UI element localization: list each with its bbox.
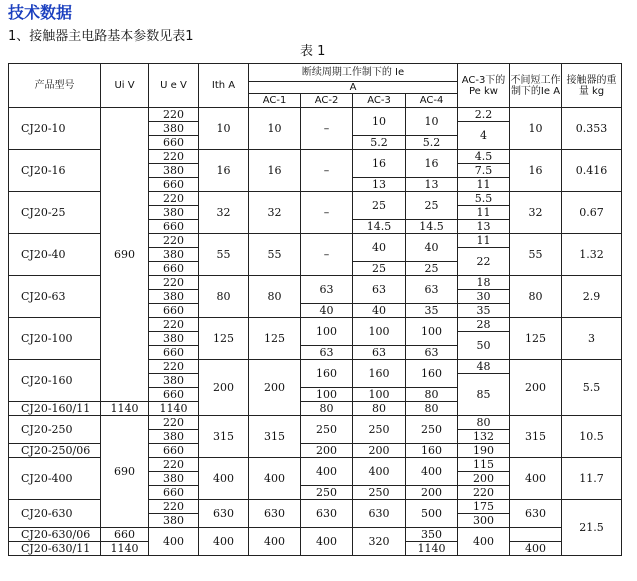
ac3-cell: 100 (353, 318, 406, 346)
model-cell: CJ20-25 (9, 192, 101, 234)
ac2-cell: 100 (301, 388, 353, 402)
pe-cell: 350 (406, 528, 458, 542)
ue-cell: 220 (149, 108, 199, 122)
header-ac1: AC-1 (249, 94, 301, 108)
ith-cell: 55 (199, 234, 249, 276)
ac3-cell: 14.5 (353, 220, 406, 234)
model-cell: CJ20-630 (9, 500, 101, 528)
parameters-table (8, 63, 622, 556)
weight-cell: 3 (562, 318, 622, 360)
ith-cell: 315 (199, 416, 249, 458)
ac4-cell: 40 (406, 234, 458, 262)
pe-cell: 5.5 (458, 192, 510, 206)
ac4-cell: 35 (406, 304, 458, 318)
pe-cell: 190 (458, 444, 510, 458)
ue-cell: 660 (149, 388, 199, 402)
ac2-cell: – (301, 192, 353, 234)
ac4-cell: 80 (406, 402, 458, 416)
ue-cell: 220 (149, 150, 199, 164)
pe-cell: 400 (510, 542, 562, 556)
ac1-cell: 200 (249, 360, 301, 416)
ac3-cell: 200 (353, 444, 406, 458)
ith-cell: 630 (199, 500, 249, 528)
ac3-cell: 250 (353, 486, 406, 500)
pe-cell: 48 (458, 360, 510, 374)
ui-cell: 690 (101, 416, 149, 528)
ac4-cell: 100 (406, 318, 458, 346)
header-ac3: AC-3 (353, 94, 406, 108)
model-cell: CJ20-250/06 (9, 444, 101, 458)
ac1-cell: 80 (249, 276, 301, 318)
ac1-cell: 400 (249, 458, 301, 500)
model-cell: CJ20-160 (9, 360, 101, 402)
ac2-cell: 200 (301, 444, 353, 458)
ac2-cell: 250 (301, 486, 353, 500)
ue-cell: 380 (149, 332, 199, 346)
weight-cell: 1.32 (562, 234, 622, 276)
ui-cell: 1140 (101, 402, 149, 416)
ue-cell: 380 (149, 472, 199, 486)
ue-cell: 380 (149, 374, 199, 388)
ui-cell: 690 (101, 108, 149, 402)
page-title: 技术数据 (8, 3, 73, 22)
model-cell: CJ20-630/06 (9, 528, 101, 542)
pe-cell: 11 (458, 178, 510, 192)
ui-cell: 1140 (101, 542, 149, 556)
ac1-cell: 32 (249, 192, 301, 234)
ac1-cell: 125 (249, 318, 301, 360)
ie-cell: 400 (458, 528, 510, 556)
ac1-cell: 16 (249, 150, 301, 192)
ith-cell: 400 (149, 528, 199, 556)
ith-cell: 200 (199, 360, 249, 416)
ue-cell: 660 (149, 220, 199, 234)
pe-cell: 35 (458, 304, 510, 318)
pe-cell: 80 (458, 416, 510, 430)
ie-cell: 125 (510, 318, 562, 360)
ith-cell: 80 (199, 276, 249, 318)
ue-cell: 220 (149, 416, 199, 430)
ac3-cell: 80 (353, 402, 406, 416)
model-cell: CJ20-160/11 (9, 402, 101, 416)
header-ui: Ui V (101, 64, 149, 108)
ac4-cell: 500 (406, 500, 458, 528)
ie-cell: 55 (510, 234, 562, 276)
header-ac4: AC-4 (406, 94, 458, 108)
ac2-cell: 80 (301, 402, 353, 416)
ith-cell: 400 (199, 458, 249, 500)
ue-cell: 1140 (149, 402, 199, 416)
ac2-cell: 40 (301, 304, 353, 318)
pe-cell: 13 (458, 220, 510, 234)
ac2-cell: 630 (301, 500, 353, 528)
ac4-cell: 200 (406, 486, 458, 500)
ac3-cell: 40 (353, 234, 406, 262)
ac2-cell: 400 (301, 458, 353, 486)
ac2-cell: 250 (301, 416, 353, 444)
pe-cell: 4 (458, 122, 510, 150)
header-ie-continuous: 不间短工作制下的Ie A (510, 64, 562, 108)
pe-cell: 220 (458, 486, 510, 500)
ac4-cell: 14.5 (406, 220, 458, 234)
ie-cell: 315 (510, 416, 562, 458)
header-ue: U e V (149, 64, 199, 108)
ue-cell: 220 (149, 276, 199, 290)
pe-cell: 22 (458, 248, 510, 276)
ue-cell: 220 (149, 318, 199, 332)
ue-cell: 220 (149, 234, 199, 248)
model-cell: CJ20-400 (9, 458, 101, 500)
ac1-cell: 315 (249, 416, 301, 458)
ac3-cell: 63 (353, 276, 406, 304)
ie-cell: 16 (510, 150, 562, 192)
ac3-cell: 25 (353, 192, 406, 220)
ac3-cell: 630 (353, 500, 406, 528)
ac3-cell: 40 (353, 304, 406, 318)
ac3-cell: 25 (353, 262, 406, 276)
ac4-cell: 25 (406, 192, 458, 220)
ue-cell: 380 (149, 514, 199, 528)
pe-cell: 28 (458, 318, 510, 332)
model-cell: CJ20-63 (9, 276, 101, 318)
ac4-cell: 160 (406, 360, 458, 388)
model-cell: CJ20-250 (9, 416, 101, 444)
ue-cell: 660 (149, 178, 199, 192)
ue-cell: 220 (149, 192, 199, 206)
ac1-cell: 55 (249, 234, 301, 276)
ue-cell: 220 (149, 500, 199, 514)
pe-cell: 50 (458, 332, 510, 360)
weight-cell: 0.416 (562, 150, 622, 192)
ac3-cell: 16 (353, 150, 406, 178)
pe-cell: 200 (458, 472, 510, 486)
parameters-table-container (8, 63, 622, 556)
ac4-cell: 13 (406, 178, 458, 192)
pe-cell: 7.5 (458, 164, 510, 178)
pe-cell: 85 (458, 374, 510, 416)
pe-cell: 18 (458, 276, 510, 290)
weight-cell: 2.9 (562, 276, 622, 318)
table-caption: 表 1 (300, 44, 326, 59)
ue-cell: 220 (149, 458, 199, 472)
ac2-cell: 63 (301, 346, 353, 360)
ac3-cell: 160 (353, 360, 406, 388)
ue-cell: 380 (149, 122, 199, 136)
ue-cell: 380 (149, 206, 199, 220)
model-cell: CJ20-40 (9, 234, 101, 276)
ac4-cell: 10 (406, 108, 458, 136)
pe-cell: 300 (458, 514, 510, 528)
ith-cell: 10 (199, 108, 249, 150)
ac3-cell: 100 (353, 388, 406, 402)
ie-cell: 200 (510, 360, 562, 416)
ac4-cell: 63 (406, 276, 458, 304)
pe-cell: 11 (458, 234, 510, 248)
ue-cell: 380 (149, 248, 199, 262)
ac1-cell: 630 (249, 500, 301, 528)
header-weight: 接触器的重量 kg (562, 64, 622, 108)
model-cell: CJ20-16 (9, 150, 101, 192)
ac2-cell: 100 (301, 318, 353, 346)
ue-cell: 380 (149, 290, 199, 304)
ith-cell: 16 (199, 150, 249, 192)
ie-cell: 400 (510, 458, 562, 500)
header-pe: AC-3下的Pe kw (458, 64, 510, 108)
ac4-cell: 320 (353, 528, 406, 556)
model-cell: CJ20-10 (9, 108, 101, 150)
ith-cell: 32 (199, 192, 249, 234)
header-group-unit: A (249, 82, 458, 94)
ue-cell: 380 (149, 430, 199, 444)
pe-cell: 132 (458, 430, 510, 444)
ac2-cell: 400 (249, 528, 301, 556)
header-group: 断续周期工作制下的 Ie (249, 64, 458, 82)
ac3-cell: 400 (353, 458, 406, 486)
pe-cell: 2.2 (458, 108, 510, 122)
ue-cell: 660 (149, 444, 199, 458)
header-ac2: AC-2 (301, 94, 353, 108)
weight-cell: 0.353 (562, 108, 622, 150)
ue-cell: 1140 (406, 542, 458, 556)
header-model: 产品型号 (9, 64, 101, 108)
pe-cell: 175 (458, 500, 510, 514)
ac3-cell: 250 (353, 416, 406, 444)
header-ith: Ith A (199, 64, 249, 108)
ac4-cell: 63 (406, 346, 458, 360)
ie-cell: 630 (510, 500, 562, 528)
ue-cell: 380 (149, 164, 199, 178)
ue-cell: 660 (149, 136, 199, 150)
ith-cell: 125 (199, 318, 249, 360)
ue-cell: 660 (149, 304, 199, 318)
ue-cell: 660 (149, 262, 199, 276)
ie-cell: 10 (510, 108, 562, 150)
ac2-cell: – (301, 234, 353, 276)
weight-cell: 11.7 (562, 458, 622, 500)
ac4-cell: 16 (406, 150, 458, 178)
pe-cell: 115 (458, 458, 510, 472)
weight-cell: 21.5 (562, 500, 622, 556)
ue-cell: 220 (149, 360, 199, 374)
ac4-cell: 80 (406, 388, 458, 402)
pe-cell: 4.5 (458, 150, 510, 164)
ac2-cell: 63 (301, 276, 353, 304)
pe-cell: 11 (458, 206, 510, 220)
ac3-cell: 63 (353, 346, 406, 360)
ac4-cell: 400 (406, 458, 458, 486)
ac2-cell: 160 (301, 360, 353, 388)
ac2-cell: – (301, 150, 353, 192)
ac4-cell: 160 (406, 444, 458, 458)
model-cell: CJ20-100 (9, 318, 101, 360)
model-cell: CJ20-630/11 (9, 542, 101, 556)
ac3-cell: 5.2 (353, 136, 406, 150)
weight-cell: 0.67 (562, 192, 622, 234)
ac3-cell: 400 (301, 528, 353, 556)
ac1-cell: 400 (199, 528, 249, 556)
weight-cell: 10.5 (562, 416, 622, 458)
ue-cell: 660 (101, 528, 149, 542)
pe-cell: 30 (458, 290, 510, 304)
ac2-cell: – (301, 108, 353, 150)
ac1-cell: 10 (249, 108, 301, 150)
ue-cell: 660 (149, 346, 199, 360)
section-subtitle: 1、接触器主电路基本参数见表1 (8, 29, 194, 44)
ac4-cell: 5.2 (406, 136, 458, 150)
ac3-cell: 13 (353, 178, 406, 192)
ac4-cell: 250 (406, 416, 458, 444)
ie-cell: 80 (510, 276, 562, 318)
ue-cell: 660 (149, 486, 199, 500)
ie-cell: 32 (510, 192, 562, 234)
weight-cell: 5.5 (562, 360, 622, 416)
ac3-cell: 10 (353, 108, 406, 136)
ac4-cell: 25 (406, 262, 458, 276)
